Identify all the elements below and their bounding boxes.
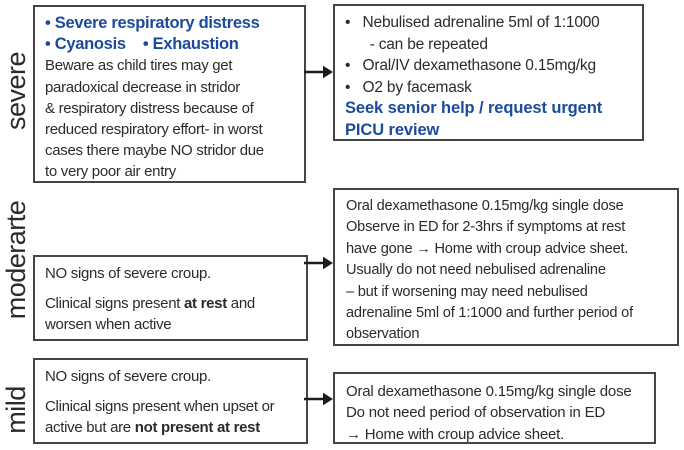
text-line: Beware as child tires may get	[45, 57, 233, 75]
text-line: • O2 by facemask	[345, 78, 472, 96]
severe-signs-box	[33, 5, 306, 183]
text-line: Do not need period of observation in ED	[346, 404, 606, 422]
text-line: Usually do not need nebulised adrenaline	[346, 262, 606, 279]
moderate-treatment-box	[333, 188, 679, 346]
text-line: & respiratory distress because of	[45, 99, 254, 117]
severity-label-moderate: moderarte	[1, 200, 31, 320]
text-line: Oral dexamethasone 0.15mg/kg single dose	[346, 198, 624, 214]
text-line: • Nebulised adrenaline 5ml of 1:1000	[345, 14, 600, 31]
text-line: Observe in ED for 2-3hrs if symptoms at rest	[346, 219, 626, 236]
text-line: • Oral/IV dexamethasone 0.15mg/kg	[345, 57, 596, 74]
severe-treatment-box	[333, 4, 644, 141]
text-line: active but are not present at rest	[45, 419, 260, 436]
text-line: have gone → Home with croup advice sheet.	[346, 240, 629, 257]
text-line: Oral dexamethasone 0.15mg/kg single dose	[346, 383, 632, 400]
text-line: NO signs of severe croup.	[45, 265, 211, 282]
text-line: paradoxical decrease in stridor	[45, 78, 240, 96]
mild-treatment-box	[333, 372, 656, 444]
text-line: reduced respiratory effort- in worst	[45, 121, 263, 139]
arrow-right-icon	[304, 390, 333, 408]
text-line: → Home with croup advice sheet.	[346, 425, 565, 443]
mild-signs-box	[33, 358, 308, 444]
text-line: worsen when active	[45, 316, 172, 333]
text-line: PICU review	[345, 120, 440, 139]
text-line: to very poor air entry	[45, 163, 176, 181]
severity-label-mild: mild	[1, 386, 31, 434]
text-line: - can be repeated	[345, 35, 488, 53]
text-line: observation	[346, 326, 420, 343]
text-line: • Cyanosis • Exhaustion	[45, 35, 239, 54]
severity-label-severe: severe	[1, 51, 31, 131]
text-line: Seek senior help / request urgent	[345, 99, 603, 117]
arrow-right-icon	[304, 63, 333, 81]
text-line: Clinical signs present at rest and	[45, 295, 255, 312]
arrow-right-icon	[304, 254, 333, 272]
text-line: adrenaline 5ml of 1:1000 and further period of	[346, 305, 633, 322]
text-line: Clinical signs present when upset or	[45, 398, 275, 415]
text-line: • Severe respiratory distress	[45, 14, 260, 32]
text-line: NO signs of severe croup.	[45, 368, 211, 385]
moderate-signs-box	[33, 255, 308, 341]
text-line: cases there maybe NO stridor due	[45, 142, 264, 160]
text-line: – but if worsening may need nebulised	[346, 283, 588, 300]
